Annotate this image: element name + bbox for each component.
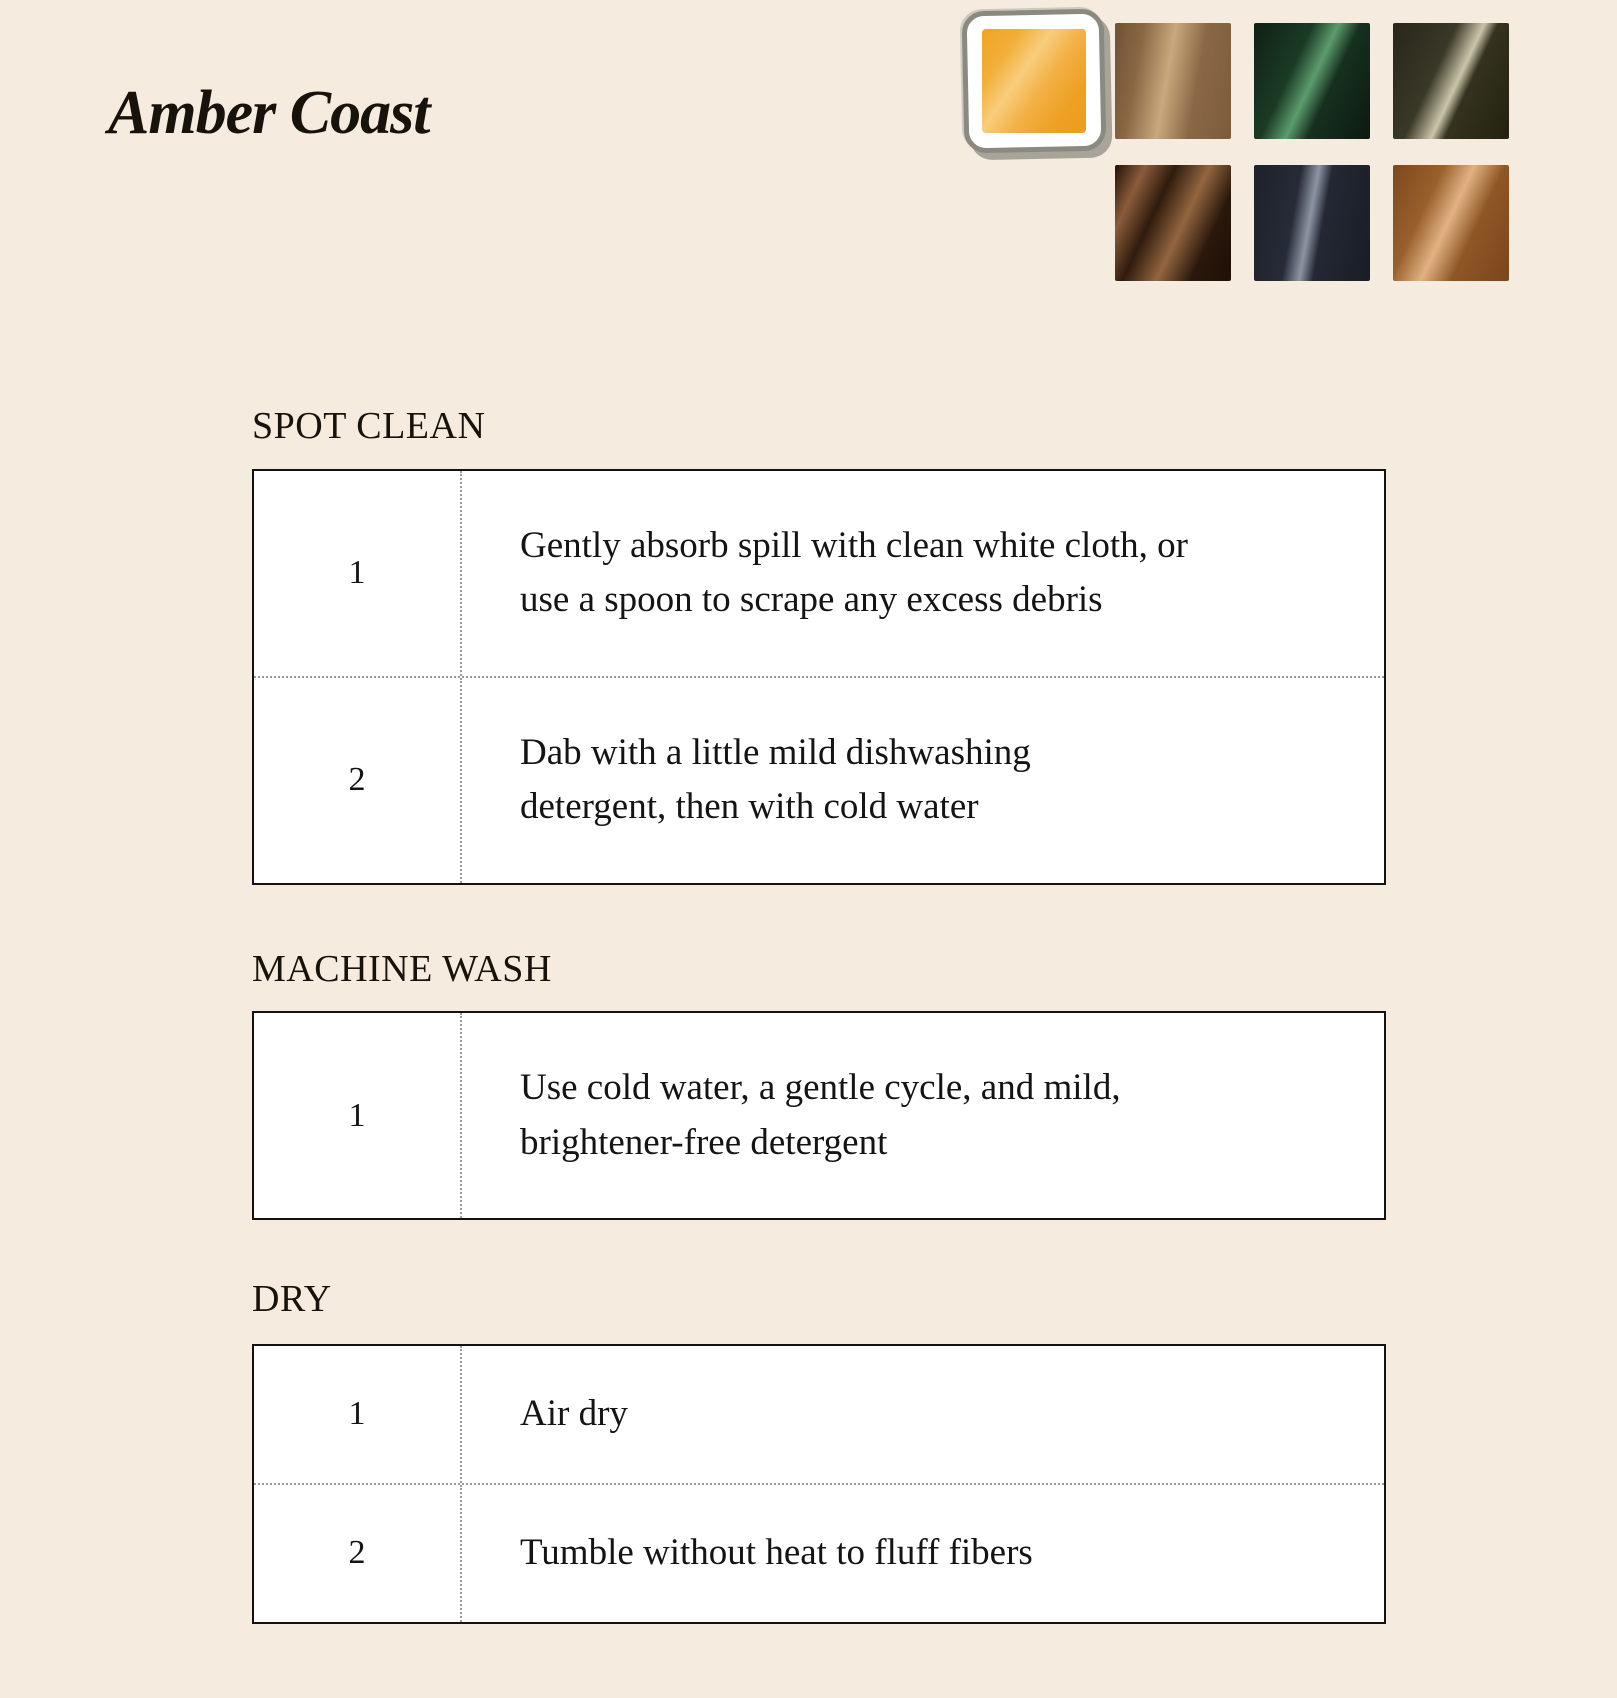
fabric-swatch bbox=[1115, 23, 1231, 139]
step-text bbox=[462, 1033, 1384, 1198]
section-heading-machine-wash: MACHINE WASH bbox=[252, 947, 552, 990]
step-text bbox=[462, 1359, 1384, 1469]
step-number: 2 bbox=[254, 1485, 462, 1622]
machine-wash-table bbox=[252, 1011, 1386, 1220]
swatch-chocolate-velvet[interactable] bbox=[1115, 165, 1231, 281]
care-step-row bbox=[254, 471, 1384, 676]
step-text bbox=[462, 491, 1384, 656]
page-title: Amber Coast bbox=[108, 79, 430, 147]
dry-table bbox=[252, 1344, 1386, 1624]
spot-clean-table bbox=[252, 469, 1386, 885]
step-text-line: use a spoon to scrape any excess debris bbox=[520, 579, 1103, 621]
step-number: 1 bbox=[254, 471, 462, 676]
care-step-row bbox=[254, 1483, 1384, 1622]
step-number: 2 bbox=[254, 678, 462, 883]
step-text-line: Tumble without heat to fluff fibers bbox=[520, 1532, 1033, 1574]
step-text-line: Use cold water, a gentle cycle, and mild, bbox=[520, 1067, 1121, 1109]
care-step-row bbox=[254, 1013, 1384, 1218]
step-text-line: brightener-free detergent bbox=[520, 1121, 888, 1163]
step-text bbox=[462, 1498, 1384, 1608]
step-number: 1 bbox=[254, 1013, 462, 1218]
step-text-line: Gently absorb spill with clean white cloth, or bbox=[520, 524, 1188, 566]
fabric-swatch bbox=[1393, 23, 1509, 139]
care-step-row bbox=[254, 1346, 1384, 1483]
swatch-amber-coast-selected[interactable] bbox=[976, 23, 1092, 139]
swatch-tan-velvet[interactable] bbox=[1115, 23, 1231, 139]
step-text-line: Dab with a little mild dishwashing bbox=[520, 731, 1031, 773]
fabric-swatch bbox=[982, 29, 1086, 133]
step-text bbox=[462, 698, 1384, 863]
fabric-swatch bbox=[1254, 165, 1370, 281]
section-machine-wash bbox=[252, 947, 1386, 1221]
step-text-line: detergent, then with cold water bbox=[520, 786, 979, 828]
swatch-forest-green-velvet[interactable] bbox=[1254, 23, 1370, 139]
swatch-navy-velvet[interactable] bbox=[1254, 165, 1370, 281]
section-dry bbox=[252, 1277, 1386, 1624]
section-spot-clean bbox=[252, 404, 1386, 885]
step-text-line: Air dry bbox=[520, 1393, 628, 1435]
section-heading-spot-clean: SPOT CLEAN bbox=[252, 405, 486, 447]
fabric-swatch bbox=[1393, 165, 1509, 281]
step-number: 1 bbox=[254, 1346, 462, 1483]
swatch-olive-velvet[interactable] bbox=[1393, 23, 1509, 139]
swatch-cognac-velvet[interactable] bbox=[1393, 165, 1509, 281]
fabric-swatch bbox=[1254, 23, 1370, 139]
fabric-swatch bbox=[1115, 165, 1231, 281]
section-heading-dry: DRY bbox=[252, 1278, 332, 1321]
care-step-row bbox=[254, 676, 1384, 883]
